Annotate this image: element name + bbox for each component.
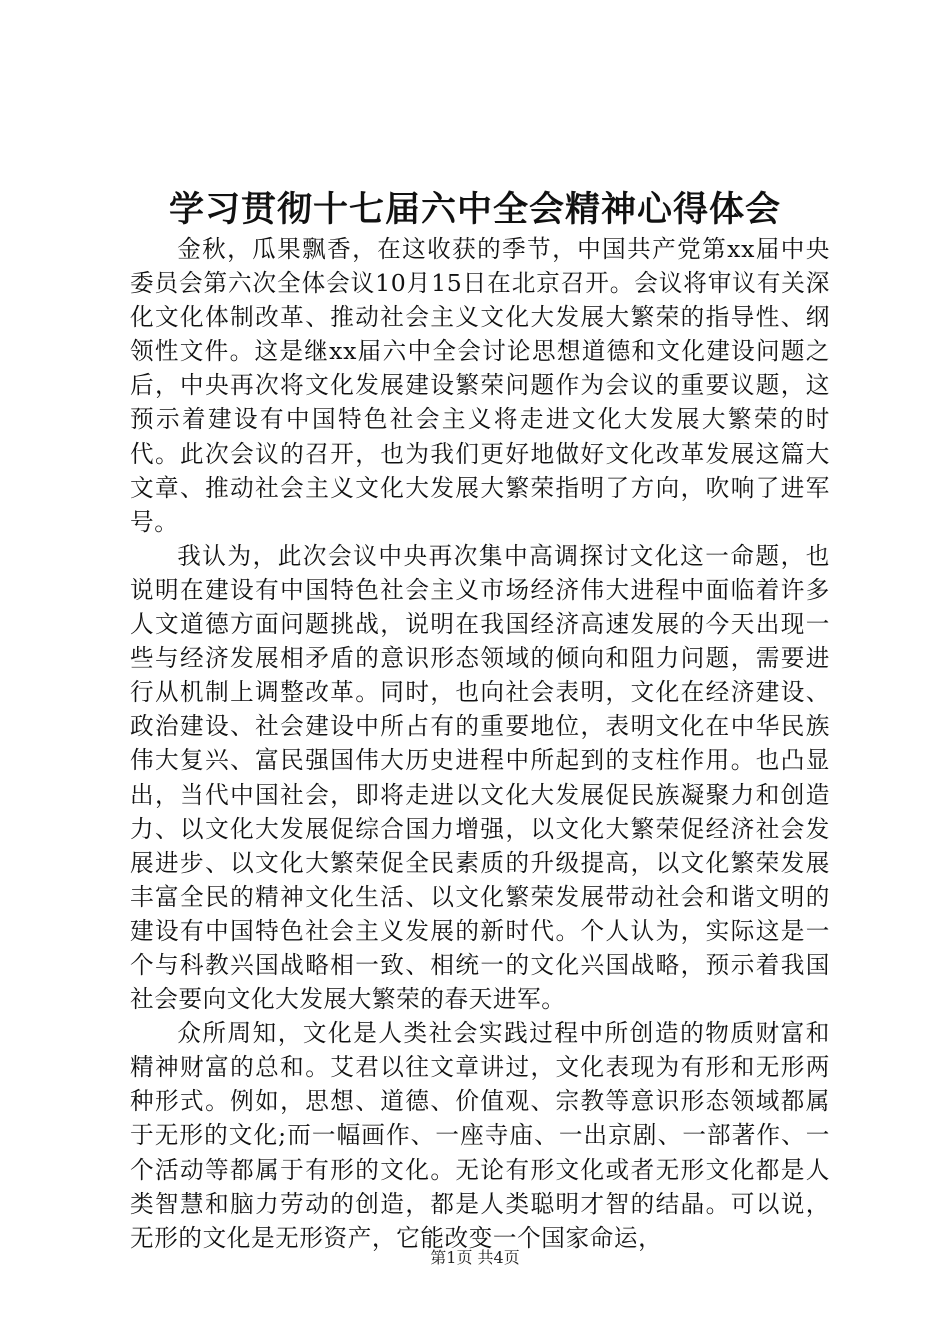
paragraph-2: 我认为，此次会议中央再次集中高调探讨文化这一命题，也说明在建设有中国特色社会主义市场经济伟大进程中面临着许多人文道德方面问题挑战，说明在我国经济高速发展的今天出现一些与经济发展相矛盾的意识形态领域的倾向和阻力问题，需要进行从机制上调整改革。同时，也向社会表明，文化在经济建设、政治建设、社会建设中所占有的重要地位，表明文化在中华民族伟大复兴、富民强国伟大历史进程中所起到的支柱作用。也凸显出，当代中国社会，即将走进以文化大发展促民族凝聚力和创造力、以文化大发展促综合国力增强，以文化大繁荣促经济社会发展进步、以文化大繁荣促全民素质的升级提高，以文化繁荣发展丰富全民的精神文化生活、以文化繁荣发展带动社会和谐文明的建设有中国特色社会主义发展的新时代。个人认为，实际这是一个与科教兴国战略相一致、相统一的文化兴国战略，预示着我国社会要向文化大发展大繁荣的春天进军。 <box>130 541 830 1014</box>
paragraph-3: 众所周知，文化是人类社会实践过程中所创造的物质财富和精神财富的总和。艾君以往文章讲过，文化表现为有形和无形两种形式。例如，思想、道德、价值观、宗教等意识形态领域都属于无形的文化;而一幅画作、一座寺庙、一出京剧、一部著作、一个活动等都属于有形的文化。无论有形文化或者无形文化都是人类智慧和脑力劳动的创造，都是人类聪明才智的结晶。可以说，无形的文化是无形资产，它能改变一个国家命运， <box>130 1019 830 1252</box>
paragraph-1: 金秋，瓜果飘香，在这收获的季节，中国共产党第xx届中央委员会第六次全体会议10月15日在北京召开。会议将审议有关深化文化体制改革、推动社会主义文化大发展大繁荣的指导性、纲领性文件。这是继xx届六中全会讨论思想道德和文化建设问题之后，中央再次将文化发展建设繁荣问题作为会议的重要议题，这预示着建设有中国特色社会主义将走进文化大发展大繁荣的时代。此次会议的召开，也为我们更好地做好文化改革发展这篇大文章、推动社会主义文化大发展大繁荣指明了方向，吹响了进军号。 <box>130 235 830 536</box>
document-title: 学习贯彻十七届六中全会精神心得体会 <box>168 189 781 230</box>
page-number: 第1页 共4页 <box>430 1248 520 1267</box>
document-body <box>130 232 830 1255</box>
page-footer <box>0 1247 950 1269</box>
